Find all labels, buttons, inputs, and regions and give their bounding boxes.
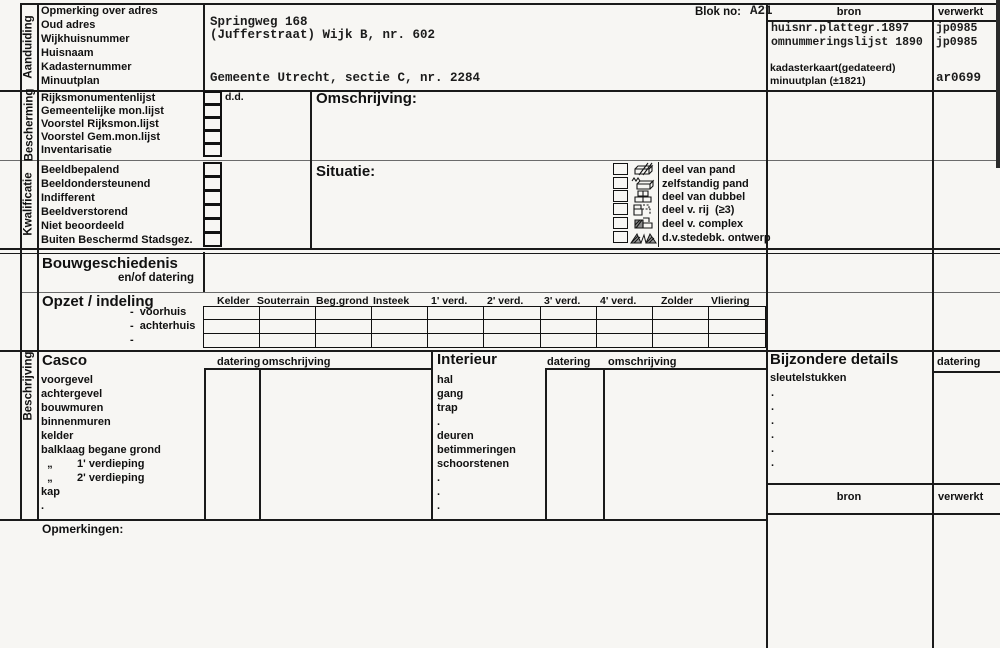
casco-row-label: bouwmuren — [41, 402, 104, 414]
kwalificatie-checkbox[interactable] — [203, 204, 222, 219]
opzet-cell[interactable] — [428, 320, 484, 333]
casco-row-label: kelder — [41, 430, 74, 442]
kwalificatie-checkbox[interactable] — [203, 176, 222, 191]
bijzondere-title: Bijzondere details — [770, 351, 899, 368]
bijzondere-row-label: . — [771, 387, 775, 399]
interieur-row-label: trap — [437, 402, 458, 414]
opzet-column-header: 4' verd. — [600, 295, 637, 307]
interieur-datering-field[interactable] — [547, 370, 602, 518]
deel-van-pand-icon — [630, 162, 657, 176]
opzet-row-label: - — [130, 334, 134, 346]
section-label: Beschrijving — [23, 351, 35, 421]
kwalificatie-item-label: Niet beoordeeld — [41, 220, 125, 232]
opzet-row-label: - voorhuis — [130, 306, 187, 318]
scan-edge-artifact — [996, 0, 1000, 168]
opzet-cell[interactable] — [709, 320, 765, 333]
kwalificatie-item-label: Indifferent — [41, 192, 95, 204]
opzet-cell[interactable] — [260, 320, 316, 333]
casco-row-label: voorgevel — [41, 374, 93, 386]
section-aanduiding — [20, 3, 38, 90]
casco-omschrijving-field[interactable] — [261, 370, 431, 518]
aanduiding-field-label: Oud adres — [41, 19, 96, 31]
opzet-cell[interactable] — [204, 307, 260, 320]
casco-row-label: balklaag begane grond — [41, 444, 161, 456]
section-bescherming — [20, 90, 38, 160]
bijzondere-row-label: . — [771, 401, 775, 413]
situatie-item-label: deel v. rij (≥3) — [662, 204, 735, 216]
old-address-line1: Springweg 168 — [210, 15, 308, 29]
interieur-row-label: . — [437, 500, 441, 512]
opzet-cell[interactable] — [597, 307, 653, 320]
kwalificatie-item-label: Beeldondersteunend — [41, 178, 151, 190]
bescherming-checkbox[interactable] — [203, 130, 222, 144]
opzet-column-header: Beg.grond — [316, 295, 369, 307]
blok-value: A21 — [750, 4, 773, 18]
kadaster-value: Gemeente Utrecht, sectie C, nr. 2284 — [210, 71, 481, 85]
bron-column-header: bron — [836, 6, 862, 18]
bescherming-item-label: Voorstel Rijksmon.lijst — [41, 118, 159, 130]
deel-van-dubbel-icon — [630, 189, 657, 203]
casco-datering-field[interactable] — [206, 370, 258, 518]
bijzondere-row-label: . — [771, 443, 775, 455]
omschrijving-label: Omschrijving: — [316, 90, 417, 107]
bijzondere-verwerkt-header: verwerkt — [938, 491, 984, 503]
situatie-checkbox[interactable] — [613, 203, 628, 215]
opzet-cell[interactable] — [541, 334, 597, 347]
opzet-cell[interactable] — [316, 334, 372, 347]
opzet-grid — [203, 306, 766, 348]
top-border-line — [20, 3, 997, 5]
dd-field[interactable] — [223, 104, 309, 247]
bouwgeschiedenis-label: Bouwgeschiedenis — [42, 255, 178, 272]
casco-row-label: „ 1' verdieping — [41, 458, 145, 470]
opzet-cell[interactable] — [204, 320, 260, 333]
situatie-label: Situatie: — [316, 163, 376, 180]
interieur-row-label: schoorstenen — [437, 458, 510, 470]
situatie-checkbox[interactable] — [613, 190, 628, 202]
opzet-cell[interactable] — [541, 320, 597, 333]
opzet-cell[interactable] — [653, 307, 709, 320]
casco-omschrijving-header: omschrijving — [262, 356, 331, 368]
verwerkt-entry: jp0985 — [936, 36, 978, 49]
bescherming-item-label: Rijksmonumentenlijst — [41, 92, 156, 104]
opzet-cell[interactable] — [316, 320, 372, 333]
bescherming-checkbox[interactable] — [203, 117, 222, 131]
bron-entry: kadasterkaart(gedateerd) — [770, 62, 896, 74]
opzet-cell[interactable] — [316, 307, 372, 320]
dd-label: d.d. — [225, 91, 244, 103]
bescherming-bottom-line — [0, 160, 1000, 161]
opmerkingen-label: Opmerkingen: — [42, 522, 124, 536]
casco-datering-header: datering — [217, 356, 261, 368]
section-label: Kwalificatie — [23, 172, 35, 236]
bescherming-checkbox[interactable] — [203, 91, 222, 105]
opzet-cell[interactable] — [597, 334, 653, 347]
opzet-cell[interactable] — [597, 320, 653, 333]
interieur-datering-header: datering — [547, 356, 591, 368]
aanduiding-field-label: Opmerking over adres — [41, 5, 158, 17]
interieur-omschrijving-header: omschrijving — [608, 356, 677, 368]
casco-row-label: kap — [41, 486, 60, 498]
casco-row-label: „ 2' verdieping — [41, 472, 145, 484]
verwerkt-bottom-field[interactable] — [934, 515, 998, 645]
deel-v-complex-icon — [630, 216, 657, 230]
section-label: Aanduiding — [23, 14, 35, 79]
bijzondere-band-top-line — [766, 483, 1000, 485]
opzet-cell[interactable] — [653, 320, 709, 333]
opzet-cell[interactable] — [484, 307, 540, 320]
casco-bottom-line — [0, 519, 767, 521]
situatie-checkbox[interactable] — [613, 163, 628, 175]
interieur-omschrijving-field[interactable] — [606, 370, 765, 518]
bijzondere-datering-header: datering — [937, 356, 981, 368]
opzet-column-header: 3' verd. — [544, 295, 581, 307]
section-kwalificatie — [20, 160, 38, 248]
bescherming-item-label: Gemeentelijke mon.lijst — [41, 105, 164, 117]
bouwgeschiedenis-divider — [203, 252, 205, 292]
aanduiding-field-label: Minuutplan — [41, 75, 100, 87]
bescherming-item-label: Inventarisatie — [41, 144, 112, 156]
kwalificatie-checkbox[interactable] — [203, 190, 222, 205]
bron-entry: omnummeringslijst 1890 — [771, 36, 923, 49]
casco-row-label: . — [41, 500, 45, 512]
interieur-row-label: . — [437, 472, 441, 484]
opzet-cell[interactable] — [484, 334, 540, 347]
bijzondere-datering-field[interactable] — [934, 373, 998, 482]
verwerkt-entry: ar0699 — [936, 71, 982, 85]
interieur-row-label: deuren — [437, 430, 474, 442]
aanduiding-field-label: Wijkhuisnummer — [41, 33, 130, 45]
opzet-column-header: Vliering — [711, 295, 750, 307]
opzet-cell[interactable] — [541, 307, 597, 320]
situatie-checkbox[interactable] — [613, 177, 628, 189]
interieur-row-label: . — [437, 416, 441, 428]
section-label: Bescherming — [23, 88, 36, 162]
opzet-label: Opzet / indeling — [42, 293, 154, 310]
bouwgeschiedenis-field[interactable] — [206, 253, 766, 291]
old-address-line2: (Jufferstraat) Wijk B, nr. 602 — [210, 28, 436, 42]
casco-interieur-divider — [431, 350, 433, 519]
bouwgeschiedenis-sub-label: en/of datering — [118, 272, 195, 284]
opzet-cell[interactable] — [372, 334, 428, 347]
kwalificatie-checkbox[interactable] — [203, 162, 222, 177]
opzet-cell[interactable] — [372, 320, 428, 333]
situatie-icon-divider — [658, 162, 659, 247]
bescherming-checkbox[interactable] — [203, 143, 222, 157]
situatie-checkbox[interactable] — [613, 217, 628, 229]
bescherming-item-label: Voorstel Gem.mon.lijst — [41, 131, 160, 143]
casco-row-label: achtergevel — [41, 388, 103, 400]
opzet-cell[interactable] — [260, 334, 316, 347]
stedebouwkundig-ontwerp-icon — [630, 230, 657, 244]
opmerkingen-field[interactable] — [20, 540, 766, 645]
kwalificatie-checkbox[interactable] — [203, 232, 222, 247]
opzet-row-label: - achterhuis — [130, 320, 196, 332]
bijzondere-row-label: . — [771, 415, 775, 427]
situatie-item-label: d.v.stedebk. ontwerp — [662, 232, 771, 244]
situatie-item-label: zelfstandig pand — [662, 178, 749, 190]
omschrijving-field[interactable] — [312, 108, 765, 159]
bouwgeschiedenis-bottom-line — [20, 292, 1000, 293]
opzet-cell[interactable] — [428, 307, 484, 320]
interieur-row-label: . — [437, 486, 441, 498]
verwerkt-column-header: verwerkt — [938, 6, 984, 18]
situatie-item-label: deel v. complex — [662, 218, 744, 230]
bijzondere-row-label: . — [771, 457, 775, 469]
aanduiding-field-label: Kadasternummer — [41, 61, 132, 73]
kwalificatie-item-label: Buiten Beschermd Stadsgez. — [41, 234, 193, 246]
opzet-cell[interactable] — [709, 334, 765, 347]
bron-entry: huisnr.plattegr.1897 — [771, 22, 910, 35]
bijzondere-bron-header: bron — [836, 491, 862, 503]
opzet-cell[interactable] — [204, 334, 260, 347]
interieur-row-label: hal — [437, 374, 453, 386]
opzet-cell[interactable] — [428, 334, 484, 347]
opzet-column-header: 2' verd. — [487, 295, 524, 307]
situatie-item-label: deel van dubbel — [662, 191, 746, 203]
kwalificatie-item-label: Beeldbepalend — [41, 164, 120, 176]
situatie-item-label: deel van pand — [662, 164, 736, 176]
opzet-column-header: Souterrain — [257, 295, 310, 307]
opzet-cell[interactable] — [260, 307, 316, 320]
opzet-column-header: Insteek — [373, 295, 410, 307]
casco-title: Casco — [42, 352, 88, 369]
section-beschrijving — [20, 253, 38, 519]
interieur-row-label: gang — [437, 388, 464, 400]
bijzondere-row-label: sleutelstukken — [770, 372, 847, 384]
interieur-row-label: betimmeringen — [437, 444, 516, 456]
interieur-datering-right-line — [603, 368, 605, 519]
opzet-cell[interactable] — [653, 334, 709, 347]
situatie-checkbox[interactable] — [613, 231, 628, 243]
interieur-title: Interieur — [437, 351, 498, 368]
opzet-column-header: 1' verd. — [431, 295, 468, 307]
kwalificatie-item-label: Beeldverstorend — [41, 206, 128, 218]
deel-v-rij-icon — [630, 202, 657, 216]
casco-row-label: binnenmuren — [41, 416, 111, 428]
bijzondere-row-label: . — [771, 429, 775, 441]
bescherming-checkbox[interactable] — [203, 104, 222, 118]
opzet-cell[interactable] — [484, 320, 540, 333]
opzet-column-header: Kelder — [217, 295, 250, 307]
opzet-cell[interactable] — [709, 307, 765, 320]
situatie-field[interactable] — [312, 182, 608, 246]
kwalificatie-bottom-line-a — [0, 248, 1000, 250]
blok-label: Blok no: — [695, 6, 741, 18]
opzet-column-header: Zolder — [661, 295, 694, 307]
bron-bottom-field[interactable] — [768, 515, 932, 645]
kwalificatie-checkbox[interactable] — [203, 218, 222, 233]
bron-entry: minuutplan (±1821) — [770, 75, 866, 87]
aanduiding-divider — [203, 3, 205, 90]
aanduiding-field-label: Huisnaam — [41, 47, 94, 59]
verwerkt-entry: jp0985 — [936, 22, 978, 35]
zelfstandig-pand-icon — [630, 176, 657, 190]
opzet-cell[interactable] — [372, 307, 428, 320]
